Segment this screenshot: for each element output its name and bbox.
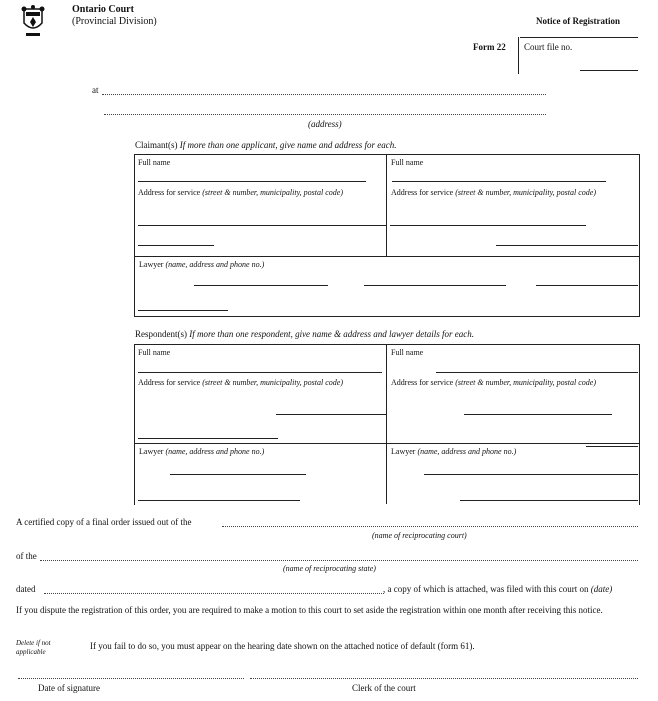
state-caption: (name of reciprocating state) (283, 564, 376, 573)
court-file-field[interactable] (580, 70, 638, 71)
divider (134, 443, 639, 444)
divider (134, 256, 639, 257)
respondent-2-address-field[interactable] (464, 414, 612, 415)
claimants-note: If more than one applicant, give name and address for each. (179, 140, 397, 150)
court-address-field[interactable] (102, 94, 546, 95)
respondent-lawyer-field-1[interactable] (170, 474, 306, 475)
ontario-crest-logo (20, 5, 46, 39)
respondent-lawyer-text-2: Lawyer (391, 447, 416, 456)
order-date-field[interactable] (44, 593, 384, 594)
respondent-address-hint: (street & number, municipality, postal code) (202, 378, 343, 387)
respondent-lawyer-field-2[interactable] (138, 500, 300, 501)
claimant-address-text-2: Address for service (391, 188, 454, 197)
certified-copy-text: A certified copy of a final order issued out of the (16, 517, 192, 527)
claimant-2-name-field[interactable] (392, 181, 606, 182)
signature-date-field[interactable] (18, 678, 244, 679)
default-text: If you fail to do so, you must appear on the hearing date shown on the attached notice of default (form 61). (90, 641, 475, 651)
respondents-heading-label: Respondent(s) (135, 329, 187, 339)
respondent-lawyer-field-4[interactable] (460, 500, 638, 501)
claimant-address-text: Address for service (138, 188, 201, 197)
claimant-address-label (138, 188, 378, 198)
form-number: Form 22 (473, 42, 506, 52)
respondent-lawyer-label (139, 447, 264, 457)
respondent-lawyer-field-3[interactable] (424, 474, 638, 475)
respondent-address-label-2 (391, 378, 636, 388)
claimant-1-address-field[interactable] (138, 225, 386, 226)
respondent-full-name-label-2: Full name (391, 348, 424, 357)
claimant-lawyer-field-3[interactable] (536, 285, 638, 286)
respondent-2-name-field[interactable] (436, 372, 638, 373)
claimants-box (134, 154, 640, 317)
respondent-address-text-2: Address for service (391, 378, 454, 387)
claimant-1-name-field[interactable] (138, 181, 366, 182)
claimant-lawyer-text: Lawyer (139, 260, 164, 269)
date-signature-label: Date of signature (38, 683, 100, 693)
claimant-lawyer-hint: (name, address and phone no.) (165, 260, 265, 269)
divider (386, 344, 387, 504)
court-division: (Provincial Division) (72, 16, 157, 27)
address-caption: (address) (308, 119, 342, 129)
claimant-full-name-label-2: Full name (391, 158, 424, 167)
claimant-1-address-field-2[interactable] (138, 245, 214, 246)
at-label: at (92, 85, 99, 95)
respondent-address-text: Address for service (138, 378, 201, 387)
court-name: Ontario Court (72, 4, 134, 15)
claimant-lawyer-field-2[interactable] (364, 285, 506, 286)
court-address-field-2[interactable] (104, 114, 546, 115)
claimants-heading-label: Claimant(s) (135, 140, 178, 150)
of-the-text: of the (16, 551, 37, 561)
claimant-lawyer-label (139, 260, 264, 270)
clerk-signature-field[interactable] (250, 678, 638, 679)
respondent-address-hint-2: (street & number, municipality, postal code) (455, 378, 596, 387)
attached-text-body: , a copy of which is attached, was filed with this court on (383, 584, 589, 594)
respondent-1-address-field-2[interactable] (138, 438, 278, 439)
respondent-1-address-field[interactable] (276, 414, 386, 415)
claimant-address-label-2 (391, 188, 631, 198)
court-caption: (name of reciprocating court) (372, 531, 467, 540)
claimant-2-address-field-2[interactable] (496, 245, 638, 246)
claimant-2-address-field[interactable] (390, 225, 586, 226)
respondent-lawyer-text: Lawyer (139, 447, 164, 456)
reciprocating-court-field[interactable] (222, 526, 638, 527)
attached-text (383, 584, 612, 594)
delete-note: Delete if not applicable (16, 639, 51, 656)
divider (518, 37, 519, 74)
respondent-lawyer-hint: (name, address and phone no.) (165, 447, 265, 456)
clerk-label: Clerk of the court (352, 683, 416, 693)
claimant-lawyer-field-4[interactable] (138, 310, 228, 311)
respondents-note: If more than one respondent, give name & address and lawyer details for each. (189, 329, 474, 339)
claimant-address-hint: (street & number, municipality, postal code) (202, 188, 343, 197)
dated-text: dated (16, 584, 36, 594)
claimant-full-name-label: Full name (138, 158, 171, 167)
respondent-lawyer-label-2 (391, 447, 516, 457)
form-title: Notice of Registration (536, 16, 620, 26)
respondents-box (134, 344, 640, 505)
respondent-lawyer-hint-2: (name, address and phone no.) (417, 447, 517, 456)
respondent-1-name-field[interactable] (138, 372, 382, 373)
date-caption: (date) (590, 584, 613, 594)
divider (520, 37, 638, 38)
claimant-lawyer-field-1[interactable] (194, 285, 328, 286)
respondent-full-name-label: Full name (138, 348, 171, 357)
court-file-label: Court file no. (524, 42, 573, 52)
respondent-2-address-field-2[interactable] (586, 446, 638, 447)
claimants-heading (135, 140, 397, 150)
reciprocating-state-field[interactable] (40, 560, 638, 561)
dispute-text: If you dispute the registration of this order, you are required to make a motion to this court to set aside the registration within one month after receiving this notice. (16, 605, 603, 615)
respondents-heading (135, 329, 474, 339)
claimant-address-hint-2: (street & number, municipality, postal code) (455, 188, 596, 197)
respondent-address-label (138, 378, 378, 388)
divider (386, 154, 387, 256)
